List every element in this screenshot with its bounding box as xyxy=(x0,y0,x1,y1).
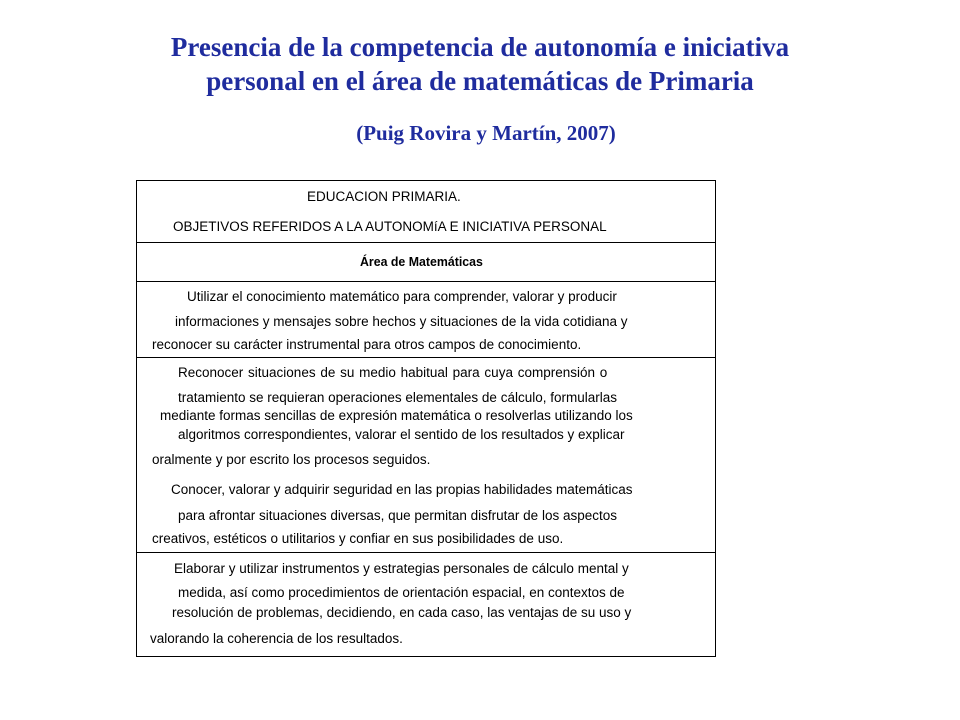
title-line-2: personal en el área de matemáticas de Primaria xyxy=(206,66,754,96)
table-header-line-2: OBJETIVOS REFERIDOS A LA AUTONOMíA E INICIATIVA PERSONAL xyxy=(173,219,607,234)
objective-cell-1 xyxy=(137,281,715,357)
objective-cell-2 xyxy=(137,357,715,552)
area-subheader: Área de Matemáticas xyxy=(360,254,483,269)
objectives-table xyxy=(136,180,716,657)
subheader-cell xyxy=(137,242,715,281)
objective-2-line-4: algoritmos correspondientes, valorar el sentido de los resultados y explicar xyxy=(178,427,625,442)
objective-2-line-3: mediante formas sencillas de expresión matemática o resolverlas utilizando los xyxy=(160,408,633,423)
objective-1-line-1: Utilizar el conocimiento matemático para comprender, valorar y producir xyxy=(187,289,617,304)
title-line-1: Presencia de la competencia de autonomía e iniciativa xyxy=(170,32,790,62)
objective-4-line-1: Elaborar y utilizar instrumentos y estrategias personales de cálculo mental y xyxy=(174,561,629,576)
objective-cell-3 xyxy=(137,552,715,656)
objective-4-line-3: resolución de problemas, decidiendo, en cada caso, las ventajas de su uso y xyxy=(172,605,632,620)
objective-1-line-2: informaciones y mensajes sobre hechos y situaciones de la vida cotidiana y xyxy=(175,314,628,329)
objective-3-line-3: creativos, estéticos o utilitarios y confiar en sus posibilidades de uso. xyxy=(152,531,564,546)
objective-2-line-1: Reconocer situaciones de su medio habitual para cuya comprensión o xyxy=(178,365,608,380)
table-header-line-1: EDUCACION PRIMARIA. xyxy=(307,189,461,204)
slide-title xyxy=(0,30,960,98)
objective-4-line-2: medida, así como procedimientos de orientación espacial, en contextos de xyxy=(178,585,625,600)
objective-4-line-4: valorando la coherencia de los resultados. xyxy=(150,631,403,646)
table-header-cell xyxy=(137,181,715,242)
objective-1-line-3: reconocer su carácter instrumental para otros campos de conocimiento. xyxy=(152,337,582,352)
objective-3-line-1: Conocer, valorar y adquirir seguridad en las propias habilidades matemáticas xyxy=(171,482,633,497)
objective-3-line-2: para afrontar situaciones diversas, que permitan disfrutar de los aspectos xyxy=(178,508,617,523)
objective-2-line-5: oralmente y por escrito los procesos seguidos. xyxy=(152,452,431,467)
citation: (Puig Rovira y Martín, 2007) xyxy=(356,121,616,145)
objective-2-line-2: tratamiento se requieran operaciones elementales de cálculo, formularlas xyxy=(178,390,617,405)
